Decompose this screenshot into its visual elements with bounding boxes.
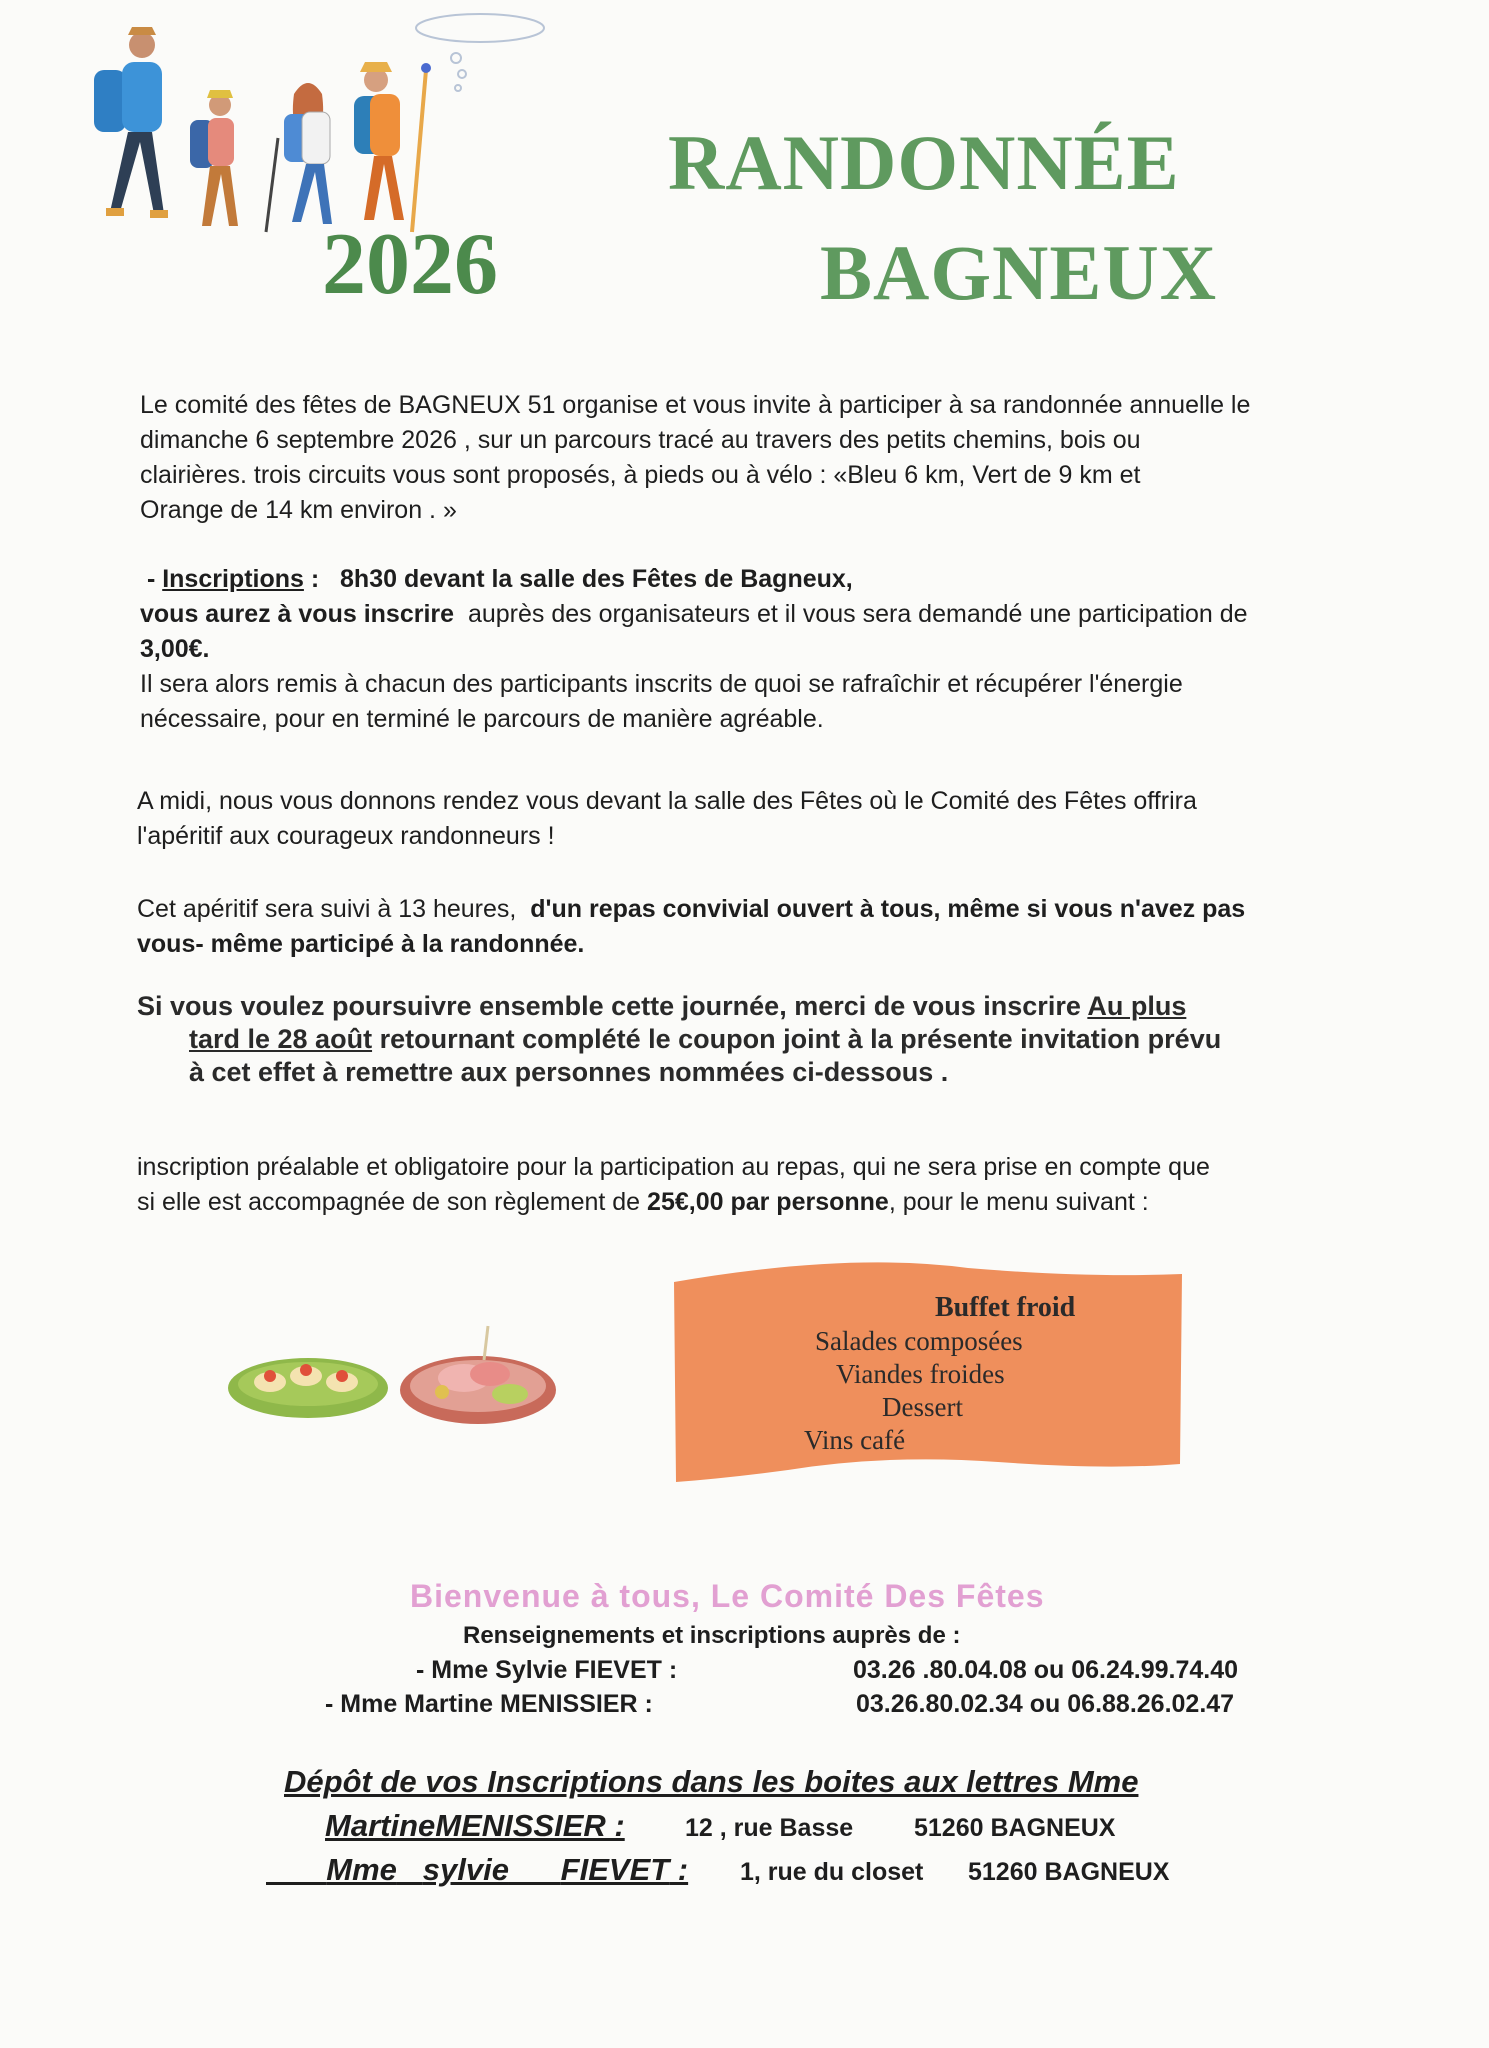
payment-line1: inscription préalable et obligatoire pour la participation au repas, qui ne sera prise en compte que	[137, 1153, 1210, 1181]
meal-line1-plain: Cet apéritif sera suivi à 13 heures,	[137, 895, 517, 923]
midday-line: A midi, nous vous donnons rendez vous devant la salle des Fêtes où le Comité des Fêtes offrira	[137, 787, 1197, 815]
depot-city: 51260 BAGNEUX	[968, 1858, 1170, 1886]
payment-paragraph	[137, 1150, 1367, 1220]
inscriptions-line: Il sera alors remis à chacun des participants inscrits de quoi se rafraîchir et récupérer l'énergie	[140, 670, 1183, 698]
deadline-line3: à cet effet à remettre aux personnes nommées ci-dessous .	[189, 1057, 949, 1087]
payment-line2-end: , pour le menu suivant :	[888, 1188, 1149, 1216]
deadline-underlined-1: Au plus	[1087, 991, 1187, 1021]
depot-name-part: Mme	[326, 1852, 397, 1887]
midday-line: l'apéritif aux courageux randonneurs !	[137, 822, 555, 850]
intro-line: Orange de 14 km environ . »	[140, 496, 457, 524]
inscriptions-time-place: 8h30 devant la salle des Fêtes de Bagneux,	[340, 565, 853, 593]
menu-item: Viandes froides	[836, 1359, 1005, 1389]
menu-item: Salades composées	[815, 1326, 1023, 1356]
charcuterie-plate-icon	[400, 1326, 556, 1424]
thought-cloud-icon	[416, 14, 544, 91]
page-title-line2: BAGNEUX	[820, 229, 1218, 316]
depot-city: 51260 BAGNEUX	[914, 1814, 1116, 1842]
payment-price: 25€,00 par personne	[647, 1188, 889, 1216]
food-illustration	[228, 1320, 568, 1430]
canape-plate-icon	[228, 1358, 388, 1418]
depot-name-part: FIEVET	[560, 1852, 670, 1887]
payment-line2-start: si elle est accompagnée de son règlement de	[137, 1188, 641, 1216]
intro-line: clairières. trois circuits vous sont proposés, à pieds ou à vélo : «Bleu 6 km, Vert de 9 km et	[140, 461, 1141, 489]
inscriptions-price: 3,00€.	[140, 635, 210, 663]
midday-paragraph	[137, 784, 1337, 854]
depot-address: 1, rue du closet	[740, 1858, 924, 1886]
welcome-message: Bienvenue à tous, Le Comité Des Fêtes	[410, 1578, 1045, 1614]
contact-name: - Mme Sylvie FIEVET :	[416, 1656, 678, 1684]
contact-intro: Renseignements et inscriptions auprès de :	[463, 1622, 961, 1649]
inscriptions-line2-rest: auprès des organisateurs et il vous sera demandé une participation de	[467, 600, 1248, 628]
depot-name: Mme sylvie FIEVET :	[326, 1852, 689, 1887]
inscriptions-label: Inscriptions	[162, 565, 304, 593]
contact-phones: 03.26 .80.04.08 ou 06.24.99.74.40	[853, 1656, 1239, 1684]
depot-address: 12 , rue Basse	[685, 1814, 854, 1842]
inscriptions-line: nécessaire, pour en terminé le parcours de manière agréable.	[140, 705, 824, 733]
menu-item: Vins café	[804, 1425, 906, 1455]
depot-name-part: sylvie	[422, 1852, 509, 1887]
meal-line2: vous- même participé à la randonnée.	[137, 930, 585, 958]
intro-paragraph	[140, 388, 1340, 528]
contact-phones: 03.26.80.02.34 ou 06.88.26.02.47	[856, 1690, 1235, 1718]
deadline-line1-start: Si vous voulez poursuivre ensemble cette journée, merci de vous inscrire	[137, 991, 1081, 1021]
inscriptions-paragraph: - Inscriptions : 8h30 devant la salle des Fêtes de Bagneux, vous aurez à vous inscrire auprès des organisateurs et il vous sera demandé une participation de 3,00€. Il sera alors remis à chacun des participants inscrits de quoi se rafraîchir et récupérer l'énergie nécessaire, pour en terminé le parcours de manière agréable.	[140, 562, 1340, 737]
depot-heading: Dépôt de vos Inscriptions dans les boites aux lettres Mme	[284, 1764, 1139, 1799]
contact-name: - Mme Martine MENISSIER :	[325, 1690, 653, 1718]
meal-line1-bold: d'un repas convivial ouvert à tous, même si vous n'avez pas	[530, 895, 1246, 923]
depot-name: MartineMENISSIER :	[325, 1808, 625, 1843]
menu-item: Dessert	[882, 1392, 963, 1422]
intro-line: Le comité des fêtes de BAGNEUX 51 organise et vous invite à participer à sa randonnée annuelle le	[140, 391, 1251, 419]
deadline-underlined-2: tard le 28 août	[189, 1024, 373, 1054]
deadline-paragraph	[137, 990, 1367, 1089]
inscriptions-line2-bold: vous aurez à vous inscrire	[140, 600, 455, 628]
deadline-line2-rest: retournant complété le coupon joint à la présente invitation prévu	[379, 1024, 1222, 1054]
meal-paragraph	[137, 892, 1337, 962]
menu-title: Buffet froid	[935, 1292, 1076, 1323]
event-year: 2026	[322, 216, 498, 313]
page-title-line1: RANDONNÉE	[668, 119, 1180, 206]
intro-line: dimanche 6 septembre 2026 , sur un parcours tracé au travers des petits chemins, bois ou	[140, 426, 1141, 454]
